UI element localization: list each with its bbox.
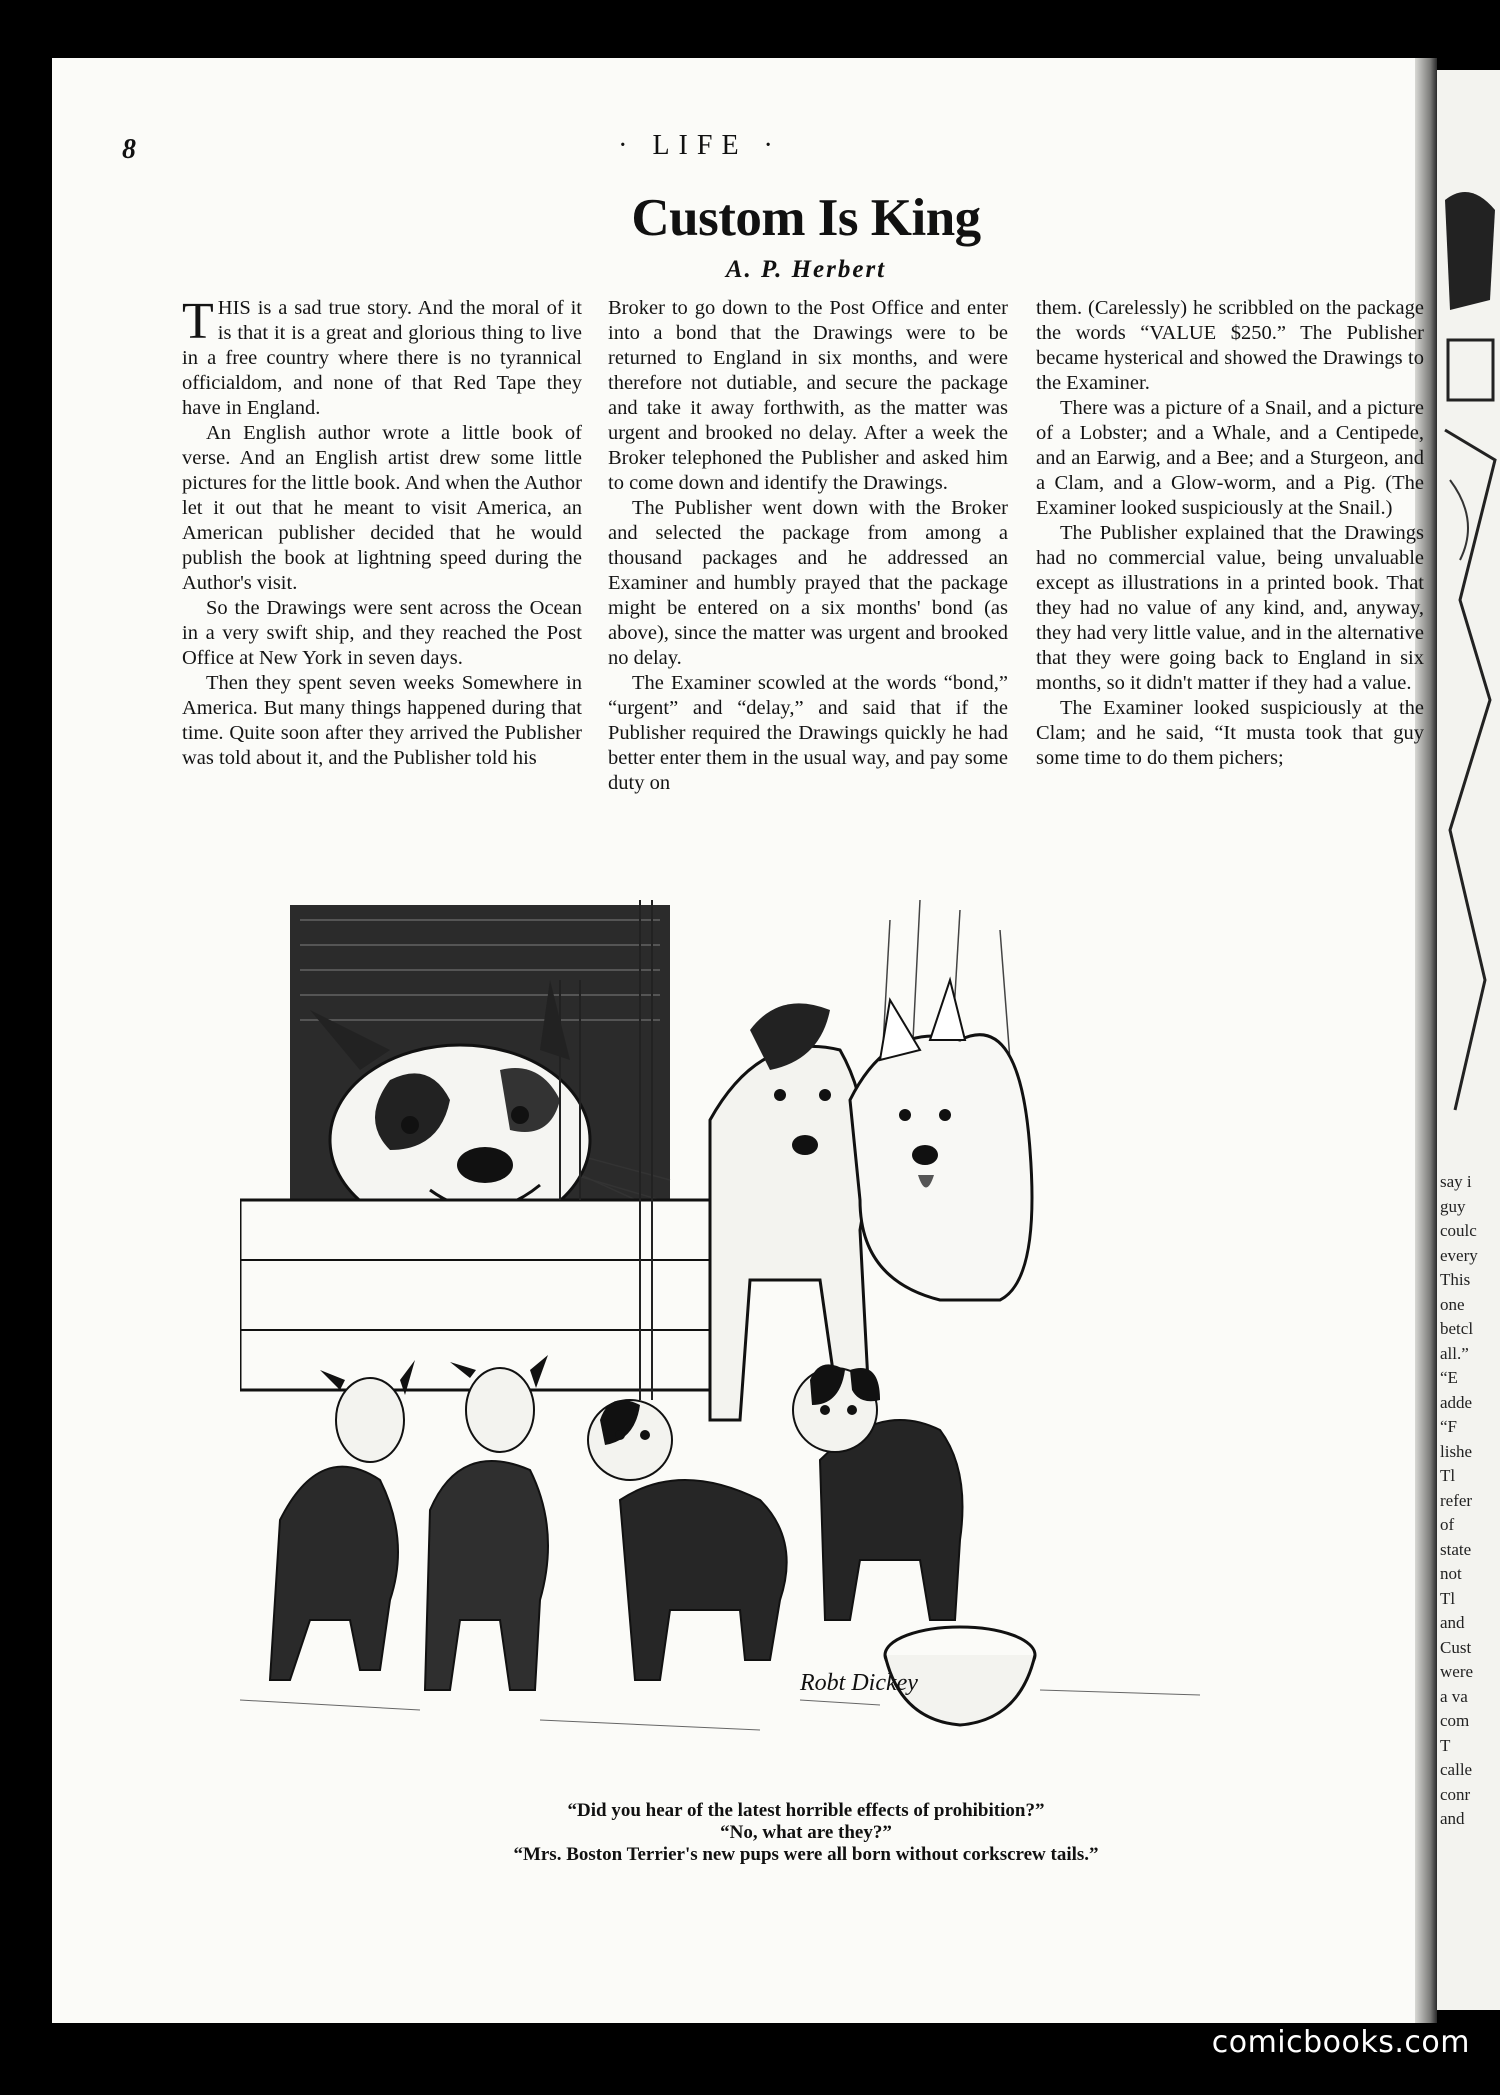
adjacent-page-line: every xyxy=(1440,1245,1478,1265)
adjacent-page-line: “E xyxy=(1440,1368,1458,1387)
adjacent-page-line: adde xyxy=(1440,1392,1473,1412)
adjacent-page-line: calle xyxy=(1440,1760,1473,1779)
caption-line: “Did you hear of the latest horrible effects of prohibition?” xyxy=(567,1800,1045,1821)
page-number: 8 xyxy=(122,134,136,165)
adjacent-page-line: conr xyxy=(1440,1784,1471,1804)
paragraph: The Examiner looked suspiciously at the Clam; and he said, “It musta took that guy some time to do them pichers; xyxy=(1036,697,1424,769)
adjacent-page-line: betcl xyxy=(1440,1319,1474,1338)
adjacent-page-line: coulc xyxy=(1440,1221,1477,1240)
puppy-2 xyxy=(425,1355,548,1690)
adjacent-page-line: and xyxy=(1440,1809,1465,1828)
paragraph: Broker to go down to the Post Office and enter into a bond that the Drawings were to be returned to England in six months, and were therefore not dutiable, and secure the package and take it away forthwith, as the matter was urgent and brooked no delay. After a week the Broker telephoned the Publisher and asked him to come down and identify the Drawings. xyxy=(608,297,1008,494)
adjacent-page-line: guy xyxy=(1440,1196,1466,1216)
text-column-2 xyxy=(608,296,1008,796)
adjacent-page-line: refer xyxy=(1440,1490,1473,1510)
drop-cap: T xyxy=(182,293,214,350)
paragraph: So the Drawings were sent across the Ocean in a very swift ship, and they reached the Post Office at New York in seven days. xyxy=(182,597,582,669)
adjacent-page-line: com xyxy=(1440,1711,1470,1730)
adjacent-page-illustration xyxy=(1440,180,1500,1130)
adjacent-page-line: lishe xyxy=(1440,1441,1473,1461)
article-byline: A. P. Herbert xyxy=(725,256,887,283)
adjacent-page-line: say i xyxy=(1440,1172,1472,1191)
white-terrier xyxy=(850,1035,1032,1300)
paragraph: Then they spent seven weeks Somewhere in America. But many things happened during that time. Quite soon after they arrived the Publisher was told about it, and the Publisher told his xyxy=(182,672,582,769)
paragraph: There was a picture of a Snail, and a picture of a Lobster; and a Whale, and a Centipede, and an Earwig, and a Bee; and a Sturgeon, and a Clam, and a Glow-worm, and a Pig. (The Examiner looked suspiciously at the Snail.) xyxy=(1036,397,1424,519)
illustration-caption xyxy=(0,1800,1500,1866)
puppy-1 xyxy=(270,1360,415,1680)
adjacent-page-line: This xyxy=(1440,1270,1471,1289)
watermark: comicbooks.com xyxy=(1211,2025,1470,2060)
article-title: Custom Is King xyxy=(631,189,981,247)
adjacent-page-line: and xyxy=(1440,1613,1465,1632)
adjacent-page-line: a va xyxy=(1440,1686,1468,1706)
adjacent-page-line: of xyxy=(1440,1515,1455,1534)
adjacent-page-line: one xyxy=(1440,1294,1465,1314)
wire-terrier xyxy=(710,1046,870,1420)
paragraph: An English author wrote a little book of verse. And an English artist drew some little pictures for the little book. And when the Author let it out that he meant to visit America, an American publisher decided that he would publish the book at lightning speed during the Author's visit. xyxy=(182,422,582,594)
adjacent-page-line: Tl xyxy=(1440,1588,1456,1608)
adjacent-page-line: Cust xyxy=(1440,1637,1472,1657)
caption-line: “No, what are they?” xyxy=(720,1822,892,1843)
text-column-3 xyxy=(1036,296,1424,771)
paragraph: THIS is a sad true story. And the moral of it is that it is a great and glorious thing to live in a free country where there is no tyrannical officialdom, and none of that Red Tape they have in England. xyxy=(182,293,582,419)
puppy-3 xyxy=(588,1400,787,1680)
adjacent-page-line: all.” xyxy=(1440,1343,1469,1363)
text-column-1 xyxy=(182,293,582,771)
adjacent-page-line: “F xyxy=(1440,1417,1457,1436)
adjacent-page-line: not xyxy=(1440,1564,1462,1583)
adjacent-page-line: state xyxy=(1440,1539,1472,1559)
caption-line: “Mrs. Boston Terrier's new pups were all born without corkscrew tails.” xyxy=(513,1844,1099,1865)
paragraph: The Examiner scowled at the words “bond,” “urgent” and “delay,” and said that if the Publisher required the Drawings quickly he had better enter them in the usual way, and pay some duty on xyxy=(608,672,1008,794)
puppy-4 xyxy=(793,1364,963,1620)
running-head: · LIFE · xyxy=(618,130,782,161)
adjacent-page-line: T xyxy=(1440,1735,1451,1755)
artist-signature: Robt Dickey xyxy=(800,1670,918,1696)
paragraph: The Publisher went down with the Broker and selected the package from among a thousand packages and he addressed an Examiner and humbly prayed that the package might be entered on a six months' bond (as above), since the matter was urgent and brooked no delay. xyxy=(608,497,1008,669)
adjacent-page-line: Tl xyxy=(1440,1466,1456,1485)
kennel-box xyxy=(240,1200,720,1390)
adjacent-page-text xyxy=(1440,1170,1500,1832)
paragraph: The Publisher explained that the Drawings had no commercial value, being unvaluable except as illustrations in a printed book. That they had no value of any kind, and, anyway, they had very little value, and in the alternative that they were going back to England in six months, so it didn't matter if they had a value. xyxy=(1036,522,1424,694)
dogs-illustration xyxy=(240,900,1370,1770)
paragraph: them. (Carelessly) he scribbled on the package the words “VALUE $250.” The Publisher became hysterical and showed the Drawings to the Examiner. xyxy=(1036,297,1424,394)
adjacent-page-line: were xyxy=(1440,1662,1474,1681)
